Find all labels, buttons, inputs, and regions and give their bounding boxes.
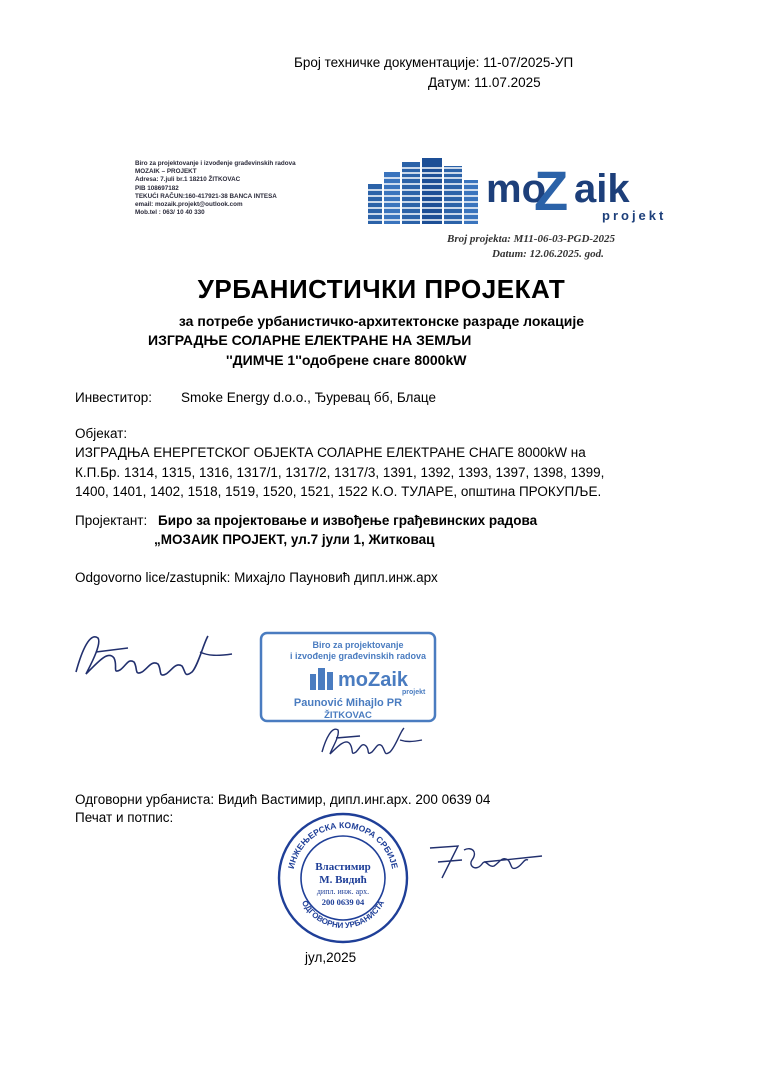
responsible-urbanist: Одговорни урбаниста: Видић Вастимир, дипл.инг.арх. 200 0639 04 [75, 792, 491, 807]
stamp-line-2: i izvođenje građevinskih radova [289, 651, 427, 661]
seal-name-1: Властимир [315, 861, 371, 873]
object-line: К.П.Бр. 1314, 1315, 1316, 1317/1, 1317/2, 1317/3, 1391, 1392, 1393, 1397, 1398, 1399, [75, 464, 605, 480]
logo-text-projekt: projekt [602, 208, 667, 223]
stamp-line-1: Biro za projektovanje [312, 640, 404, 650]
biro-info-line: MOZAIK – PROJEKT [135, 168, 197, 176]
biro-info [135, 160, 296, 217]
stamp-buildings-icon [310, 668, 333, 690]
seal-title: дипл. инж. арх. [316, 887, 370, 896]
signature-paunovic-2 [316, 718, 426, 764]
title-subline-3: ''ДИМЧЕ 1''одобрене снаге 8000kW [226, 352, 467, 368]
biro-info-line: email: mozaik.projekt@outlook.com [135, 201, 243, 209]
object-description [75, 443, 604, 502]
biro-info-line: PIB 108697182 [135, 184, 179, 192]
object-label: Објекат: [75, 426, 128, 441]
biro-info-line: TEKUĆI RAČUN:160-417921-38 BANCA INTESA [135, 192, 277, 200]
doc-date: Датум: 11.07.2025 [428, 75, 541, 90]
project-date: Datum: 12.06.2025. god. [492, 248, 604, 260]
signature-vidic [424, 838, 546, 888]
stamp-name: Paunović Mihajlo PR [293, 697, 403, 709]
designer-label: Пројектант: [75, 513, 148, 528]
stamp-city: ŽITKOVAC [324, 710, 372, 721]
investor-label: Инвеститор: [75, 390, 152, 405]
doc-number: Број техничке документације: 11-07/2025-УП [294, 55, 574, 70]
title-subline-1: за потребе урбанистичко-архитектонске разраде локације [178, 313, 585, 329]
object-line: ИЗГРАДЊА ЕНЕРГЕТСКОГ ОБЈЕКТА СОЛАРНЕ ЕЛЕКТРАНЕ СНАГЕ 8000kW на [75, 445, 586, 460]
seal-name-2: М. Видић [319, 874, 367, 886]
object-line: 1400, 1401, 1402, 1518, 1519, 1520, 1521, 1522 К.О. ТУЛАРЕ, општина ПРОКУПЉЕ. [75, 484, 602, 499]
logo-text-aik: aik [574, 167, 630, 211]
signature-paunovic [68, 622, 238, 692]
seal-ring-top: ИНЖЕЊЕРСКА КОМОРА СРБИЈЕ [285, 819, 401, 870]
title-subline-2: ИЗГРАДЊЕ СОЛАРНЕ ЕЛЕКТРАНЕ НА ЗЕМЉИ [148, 332, 472, 348]
mozaik-logo [368, 158, 683, 228]
seal-number: 200 0639 04 [321, 897, 365, 907]
responsible-person: Odgovorno lice/zastupnik: Михајло Пауновић дипл.инж.арх [75, 570, 438, 585]
biro-info-line: Adresa: 7.juli br.1 18210 ŽITKOVAC [135, 176, 241, 184]
stamp-brand: moZaik [338, 669, 409, 691]
biro-info-line: Mob.tel : 063/ 10 40 330 [135, 209, 205, 217]
document-title: УРБАНИСТИЧКИ ПРОЈЕКАТ [197, 274, 566, 304]
investor-value: Smoke Energy d.o.o., Ђуревац бб, Блаце [181, 390, 437, 405]
seal-ring-bottom: ОДГОВОРНИ УРБАНИСТА [299, 898, 387, 931]
designer-line-2: „МОЗАИК ПРОЈЕКТ, ул.7 јули 1, Житковац [154, 532, 435, 547]
project-number: Broj projekta: M11-06-03-PGD-2025 [447, 233, 616, 245]
company-stamp [258, 630, 438, 724]
seal-signature-label: Печат и потпис: [75, 810, 174, 825]
engineering-chamber-seal [275, 810, 411, 946]
footer-date: јул,2025 [305, 950, 357, 965]
logo-text-z: Z [534, 159, 569, 222]
logo-text-mo: mo [486, 167, 546, 211]
biro-info-line: Biro za projektovanje i izvođenje građevinskih radova [135, 160, 296, 167]
stamp-sub: projekt [402, 689, 426, 696]
designer-line-1: Биро за пројектовање и извођење грађевинских радова [158, 513, 538, 528]
buildings-icon [368, 158, 478, 224]
